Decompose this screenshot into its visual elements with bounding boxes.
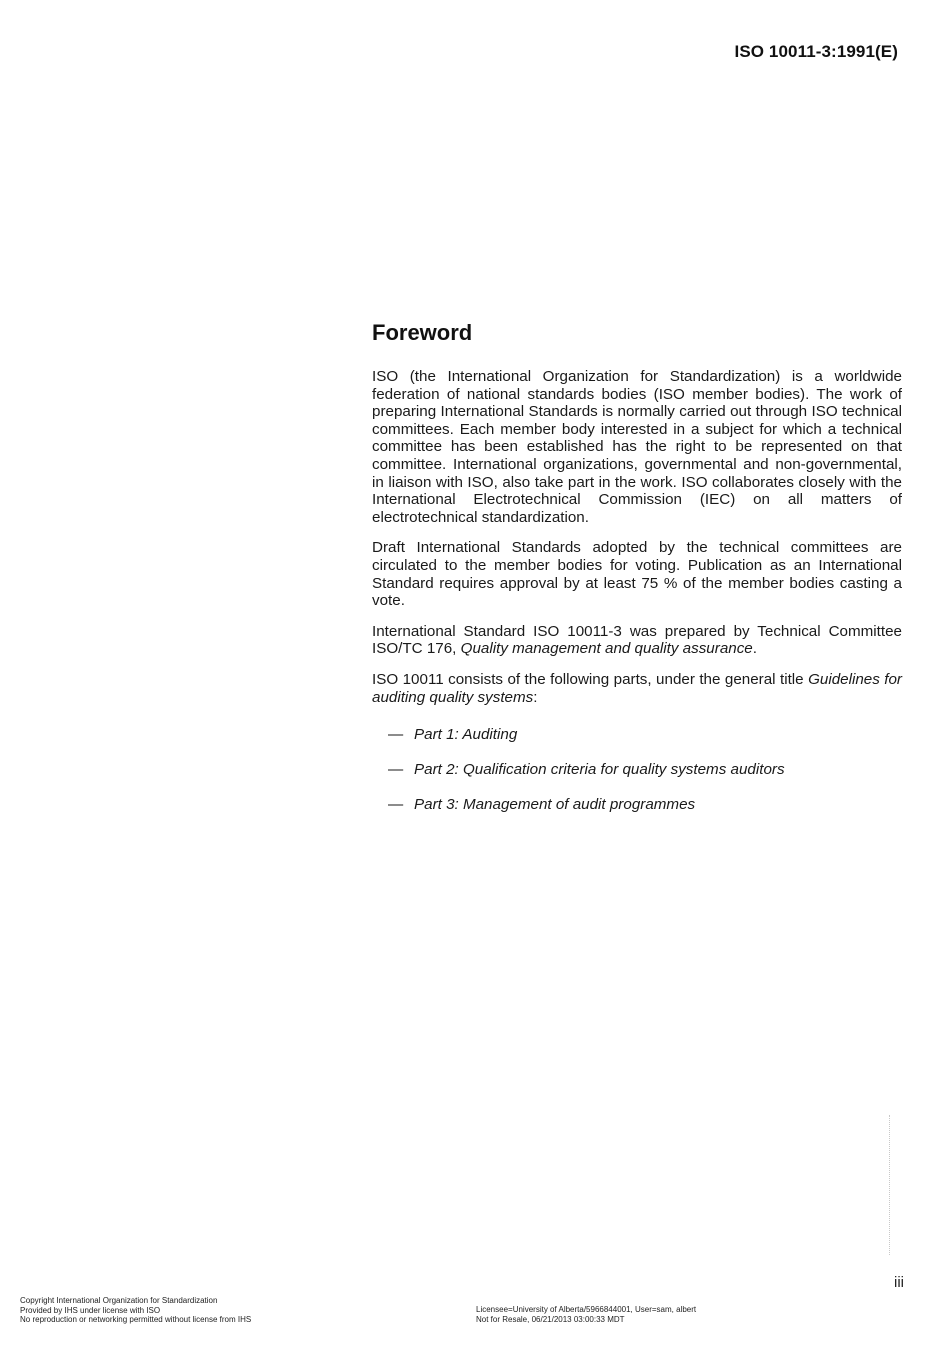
footer-line: Not for Resale, 06/21/2013 03:00:33 MDT <box>476 1314 625 1324</box>
footer-line: Provided by IHS under license with ISO <box>20 1305 161 1315</box>
paragraph-preparation-text: International Standard ISO 10011-3 was prepared by Technical Committee ISO/TC 176, <box>372 622 902 658</box>
foreword-section <box>372 320 902 831</box>
footer-line: No reproduction or networking permitted without license from IHS <box>20 1315 252 1324</box>
list-item <box>388 796 902 814</box>
dash-marker: — <box>388 761 404 779</box>
dash-marker: — <box>388 796 404 814</box>
paragraph-preparation-end: . <box>752 640 757 658</box>
part-label: Part 3: Management of audit programmes <box>414 796 696 814</box>
paragraph-parts-intro-text: ISO 10011 consists of the following parts, under the general title <box>372 670 809 688</box>
paragraph-preparation <box>372 623 902 658</box>
footer-copyright <box>20 1296 251 1325</box>
document-id: ISO 10011-3:1991(E) <box>734 42 898 61</box>
footer-line: Licensee=University of Alberta/5966844001, User=sam, albert <box>476 1305 697 1314</box>
paragraph-parts-intro-end: : <box>533 688 538 706</box>
general-title: Guidelines for auditing quality systems <box>372 670 902 706</box>
page-number: iii <box>894 1274 904 1291</box>
list-item <box>388 761 902 779</box>
part-label: Part 1: Auditing <box>414 726 518 744</box>
parts-list <box>372 726 902 814</box>
committee-title: Quality management and quality assurance <box>460 640 753 658</box>
dash-marker: — <box>388 726 404 744</box>
paragraph-iso-description: ISO (the International Organization for Standardization) is a worldwide federation of national standards bodies (ISO member bodies). The work of preparing International Standards is normally carried out through ISO technical committees. Each member body interested in a subject for which a technical committee has been established has the right to be represented on that committee. International organizations, governmental and non-governmental, in liaison with ISO, also take part in the work. ISO collaborates closely with the International Electrotechnical Commission (IEC) on all matters of electrotechnical standardization. <box>372 368 902 526</box>
part-label: Part 2: Qualification criteria for quality systems auditors <box>414 761 785 779</box>
paragraph-parts-intro <box>372 671 902 706</box>
list-item <box>388 726 902 744</box>
scan-artifact <box>889 1115 891 1255</box>
footer-license <box>476 1305 696 1324</box>
paragraph-draft-standards: Draft International Standards adopted by the technical committees are circulated to the member bodies for voting. Publication as an International Standard requires approval by at least 75 % of the member bodies casting a vote. <box>372 539 902 610</box>
footer-line: Copyright International Organization for Standardization <box>20 1296 218 1305</box>
section-heading: Foreword <box>372 320 473 345</box>
